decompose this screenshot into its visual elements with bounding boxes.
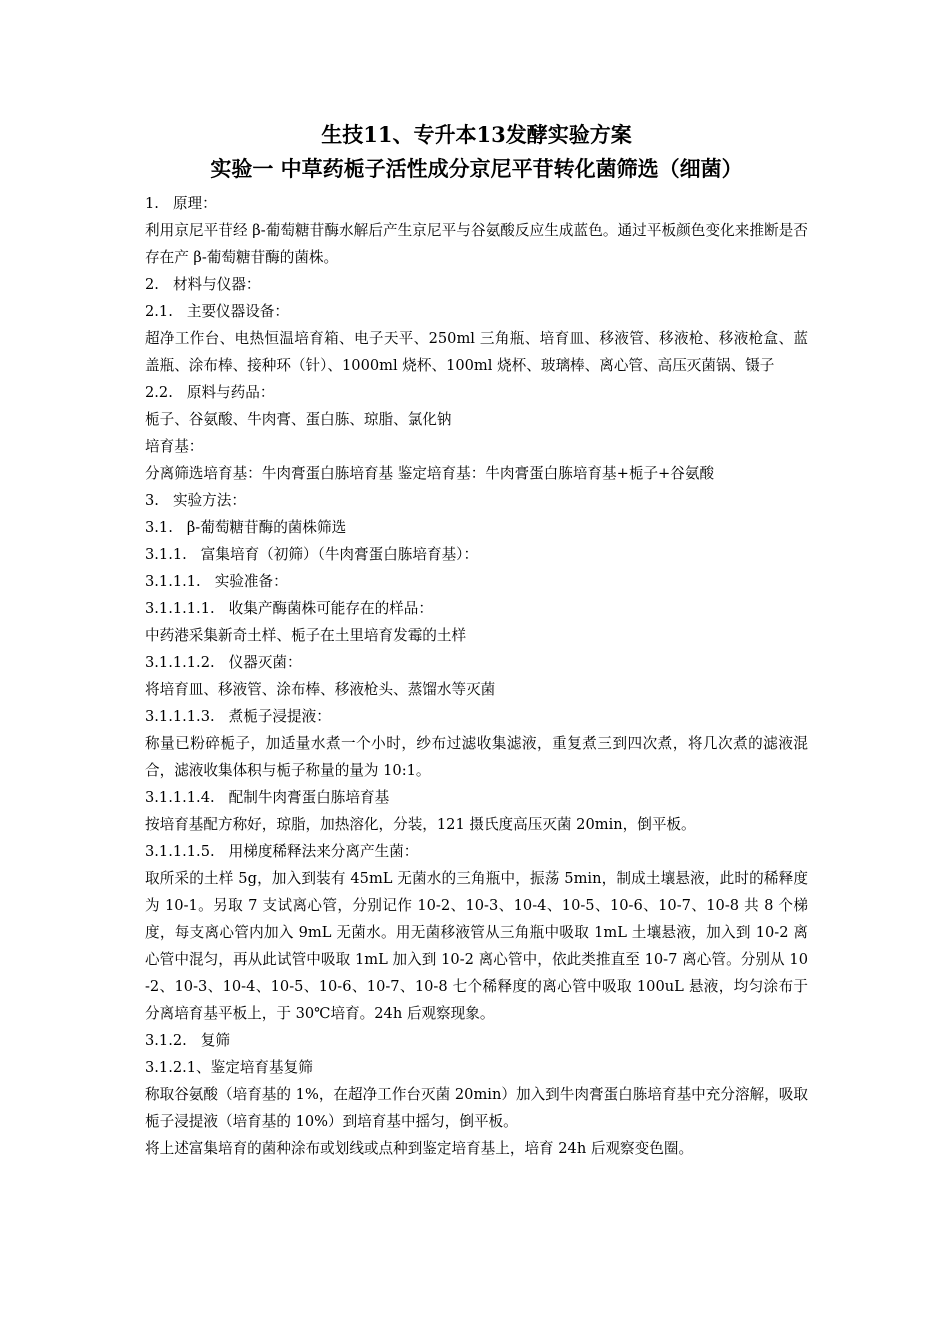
section-heading-text: 煮栀子浸提液： xyxy=(228,708,331,725)
section-heading xyxy=(145,838,808,865)
section-heading xyxy=(145,271,808,298)
section-heading xyxy=(145,595,808,622)
section-heading xyxy=(145,784,808,811)
section-heading-text: 实验方法： xyxy=(172,492,246,509)
paragraph: 称取谷氨酸（培育基的 1%，在超净工作台灭菌 20min）加入到牛肉膏蛋白胨培育基中充分溶解，吸取栀子浸提液（培育基的 10%）到培育基中摇匀，倒平板。 xyxy=(145,1086,808,1130)
section-number: 3.1.1.1.4. xyxy=(145,789,215,806)
section-heading xyxy=(145,379,808,406)
section-number: 1. xyxy=(145,195,159,212)
section-heading xyxy=(145,514,808,541)
paragraph: 称量已粉碎栀子，加适量水煮一个小时，纱布过滤收集滤液，重复煮三到四次煮，将几次煮的滤液混合，滤液收集体积与栀子称量的量为 10:1。 xyxy=(145,735,808,779)
paragraph: 栀子、谷氨酸、牛肉膏、蛋白胨、琼脂、氯化钠 xyxy=(145,411,452,428)
paragraph: 培育基： xyxy=(145,438,204,455)
section-heading xyxy=(145,703,808,730)
section-number: 3.1.1.1.5. xyxy=(145,843,215,860)
paragraph: 利用京尼平苷经 β-葡萄糖苷酶水解后产生京尼平与谷氨酸反应生成蓝色。通过平板颜色变化来推断是否存在产 β-葡萄糖苷酶的菌株。 xyxy=(145,222,808,266)
section-heading-text: 收集产酶菌株可能存在的样品： xyxy=(228,600,433,617)
section-heading xyxy=(145,568,808,595)
section-heading-text: 仪器灭菌： xyxy=(228,654,302,671)
section-number: 3. xyxy=(145,492,159,509)
section-heading xyxy=(145,649,808,676)
paragraph: 将培育皿、移液管、涂布棒、移液枪头、蒸馏水等灭菌 xyxy=(145,681,496,698)
paragraph: 分离筛选培育基：牛肉膏蛋白胨培育基 鉴定培育基：牛肉膏蛋白胨培育基+栀子+谷氨酸 xyxy=(145,465,715,482)
experiment-title: 实验一 中草药栀子活性成分京尼平苷转化菌筛选（细菌） xyxy=(210,156,743,181)
section-number: 3.1.2. xyxy=(145,1032,187,1049)
section-heading-text: 富集培育（初筛）（牛肉膏蛋白胨培育基）： xyxy=(200,546,479,563)
section-number: 3.1.1.1. xyxy=(145,573,201,590)
section-heading xyxy=(145,487,808,514)
section-heading-text: 材料与仪器： xyxy=(172,276,261,293)
section-heading-text: β-葡萄糖苷酶的菌株筛选 xyxy=(186,519,347,536)
section-heading-text: 主要仪器设备： xyxy=(186,303,290,320)
section-heading-text: 原理： xyxy=(172,195,217,212)
paragraph: 按培育基配方称好，琼脂，加热溶化，分装，121 摄氏度高压灭菌 20min，倒平板。 xyxy=(145,816,696,833)
section-heading xyxy=(145,541,808,568)
paragraph: 超净工作台、电热恒温培育箱、电子天平、250ml 三角瓶、培育皿、移液管、移液枪、移液枪盒、蓝盖瓶、涂布棒、接种环（针）、1000ml 烧杯、100ml 烧杯、玻璃棒、离心管、高压灭菌锅、镊子 xyxy=(145,330,808,374)
section-number: 3.1.1.1.3. xyxy=(145,708,215,725)
paragraph: 3.1.2.1、鉴定培育基复筛 xyxy=(145,1059,313,1076)
section-heading-text: 原料与药品： xyxy=(186,384,275,401)
section-number: 3.1.1.1.1. xyxy=(145,600,215,617)
section-heading xyxy=(145,190,808,217)
section-number: 3.1.1.1.2. xyxy=(145,654,215,671)
section-heading-text: 配制牛肉膏蛋白胨培育基 xyxy=(228,789,390,806)
section-number: 2. xyxy=(145,276,159,293)
document-title: 生技11、专升本13发酵实验方案 xyxy=(321,122,632,147)
section-number: 3.1.1. xyxy=(145,546,187,563)
section-number: 2.1. xyxy=(145,303,173,320)
section-heading-text: 实验准备： xyxy=(214,573,288,590)
section-heading-text: 用梯度稀释法来分离产生菌： xyxy=(228,843,419,860)
section-heading xyxy=(145,1027,808,1054)
document-body xyxy=(145,190,808,1162)
paragraph: 取所采的土样 5g，加入到装有 45mL 无菌水的三角瓶中，振荡 5min，制成土壤悬液，此时的稀释度为 10-1。另取 7 支试离心管，分别记作 10-2、10-3、10-4、10-5、10-6、10-7、10-8 共 8 个梯度，每支离心管内加入 9mL 无菌水。用无菌移液管从三角瓶中吸取 1mL 土壤悬液，加入到 10-2 离心管中混匀，再从此试管中吸取 1mL 加入到 10-2 离心管中，依此类推直至 10-7 离心管。分别从 10-2、10-3、10-4、10-5、10-6、10-7、10-8 七个稀释度的离心管中吸取 100uL 悬液，均匀涂布于分离培育基平板上，于 30℃培育。24h 后观察现象。 xyxy=(145,870,808,1022)
section-heading xyxy=(145,298,808,325)
section-heading-text: 复筛 xyxy=(200,1032,230,1049)
paragraph: 将上述富集培育的菌种涂布或划线或点种到鉴定培育基上，培育 24h 后观察变色圈。 xyxy=(145,1140,694,1157)
section-number: 2.2. xyxy=(145,384,173,401)
paragraph: 中药港采集新奇土样、栀子在土里培育发霉的土样 xyxy=(145,627,467,644)
section-number: 3.1. xyxy=(145,519,173,536)
